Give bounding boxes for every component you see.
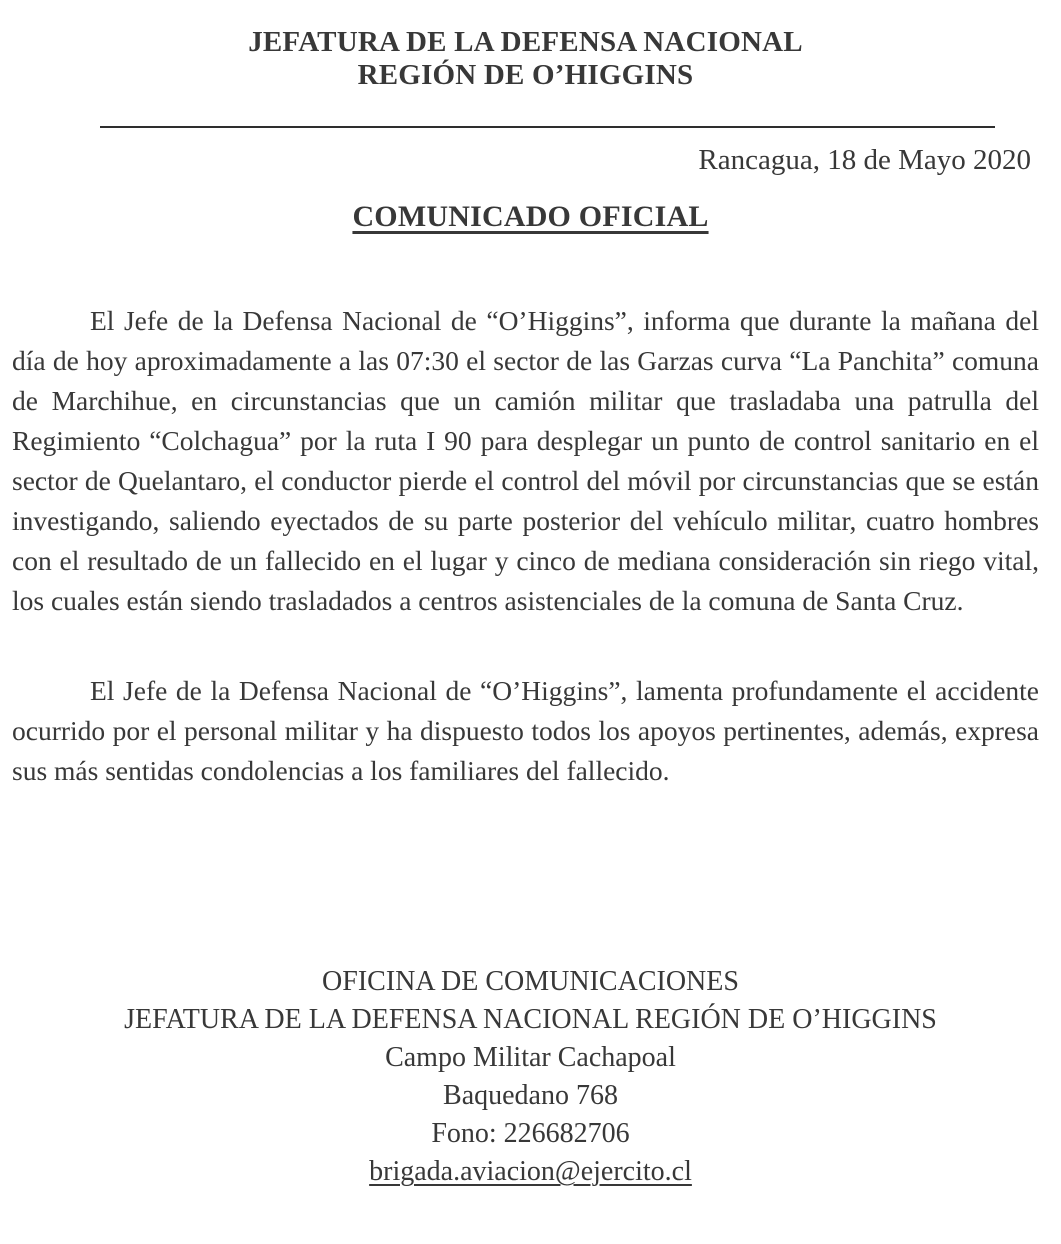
document-body (12, 301, 1039, 791)
footer-office-line: OFICINA DE COMUNICACIONES (322, 966, 739, 997)
dateline: Rancagua, 18 de Mayo 2020 (698, 144, 1031, 176)
horizontal-rule (100, 126, 995, 128)
document-title: COMUNICADO OFICIAL (352, 200, 709, 233)
footer-location-line: Campo Militar Cachapoal (385, 1042, 676, 1073)
document-footer (0, 963, 1061, 1191)
document-header (0, 26, 1061, 92)
paragraph-incident: El Jefe de la Defensa Nacional de “O’Higgins”, informa que durante la mañana del día de hoy aproximadamente a las 07:30 el sector de las Garzas curva “La Panchita” comuna de Marchihue, en circunstancias que un camión militar que trasladaba una patrulla del Regimiento “Colchagua” por la ruta I 90 para desplegar un punto de control sanitario en el sector de Quelantaro, el conductor pierde el control del móvil por circunstancias que se están investigando, saliendo eyectados de su parte posterior del vehículo militar, cuatro hombres con el resultado de un fallecido en el lugar y cinco de mediana consideración sin riego vital, los cuales están siendo trasladados a centros asistenciales de la comuna de Santa Cruz. (12, 305, 1039, 616)
footer-phone-line: Fono: 226682706 (431, 1118, 630, 1149)
paragraph-condolences: El Jefe de la Defensa Nacional de “O’Higgins”, lamenta profundamente el accidente ocurrido por el personal militar y ha dispuesto todos los apoyos pertinentes, además, expresa sus más sentidas condolencias a los familiares del fallecido. (12, 675, 1039, 786)
footer-org-line: JEFATURA DE LA DEFENSA NACIONAL REGIÓN DE O’HIGGINS (124, 1004, 937, 1035)
org-region-line: REGIÓN DE O’HIGGINS (357, 59, 694, 91)
footer-address-line: Baquedano 768 (443, 1080, 618, 1111)
org-name-line: JEFATURA DE LA DEFENSA NACIONAL (248, 26, 803, 58)
email-link[interactable]: brigada.aviacion@ejercito.cl (369, 1156, 692, 1187)
